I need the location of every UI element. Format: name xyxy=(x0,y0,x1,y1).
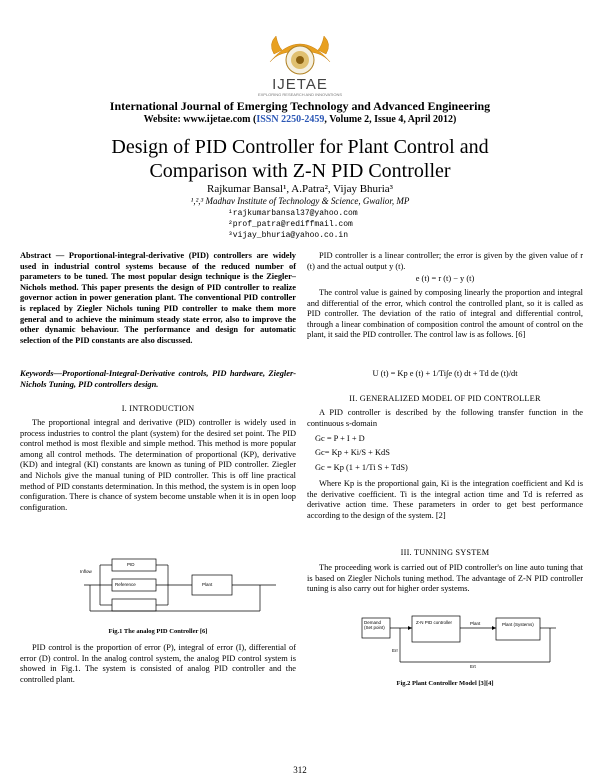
figure-1-caption: Fig.1 The analog PID Controller [6] xyxy=(108,628,208,635)
equation-5: Gc = Kp (1 + 1/Ti S + TdS) xyxy=(315,463,408,472)
left-paragraph-2: PID control is the proportion of error (P), integral of error (I), differential of error (D) control. In the analog control system, the analog PID control system is showed in Fig.1. The system is consisted of analog PID controller and the controlled plant. xyxy=(20,643,296,684)
fig2-label-plant-systems: Plant (Systems) xyxy=(502,622,534,627)
fig2-label-demand: Demand (Set point) xyxy=(364,620,385,630)
intro-heading: I. INTRODUCTION xyxy=(121,404,195,413)
section-2-heading: II. GENERALIZED MODEL OF PID CONTROLLER xyxy=(349,394,541,403)
equation-2: U (t) = Kp e (t) + 1/Ti∫e (t) dt + Td de (t)/dt xyxy=(372,369,518,378)
paper-title xyxy=(0,135,600,183)
fig2-label-err: Err xyxy=(392,648,398,653)
section-3-heading: III. TUNNING SYSTEM xyxy=(400,548,490,557)
fig1-label-plant: Plant xyxy=(202,582,213,587)
issn-link[interactable]: ISSN 2250-2459 xyxy=(256,114,325,125)
fig1-label-reference: Reference xyxy=(115,582,136,587)
right-paragraph-4: Where Kp is the proportional gain, Ki is the integration coefficient and Kd is the derivative coefficient. Ti is the integral action time and Td is referred as derivative action time. These parameters in order to get best performance according to the design of the system. [2] xyxy=(307,479,583,520)
right-paragraph-3: A PID controller is described by the following transfer function in the continuous s-domain xyxy=(307,408,583,428)
fig1-label-inflow: Inflow xyxy=(80,569,92,574)
website-prefix: Website: www.ijetae.com ( xyxy=(143,114,257,125)
logo-subtext: EXPLORING RESEARCH AND INNOVATIONS xyxy=(257,92,343,97)
right-paragraph-1: PID controller is a linear controller; the error is given by the given value of r (t) and the actual output y (t). xyxy=(307,251,583,271)
title-line-2: Comparison with Z-N PID Controller xyxy=(149,160,451,182)
email-3[interactable]: ³vijay_bhuria@yahoo.co.in xyxy=(228,231,349,240)
journal-website xyxy=(0,114,600,125)
fig1-label-pid: PID xyxy=(127,562,135,567)
title-line-1: Design of PID Controller for Plant Control and xyxy=(111,136,489,158)
abstract: Abstract — Proportional-integral-derivative (PID) controllers are widely used in industrial control systems because of the reduced number of parameters to be tuned. The most popular design technique is the Ziegler–Nichols method. This paper presents the design of PID controller to realize governor action in power generation plant. The conventional PID controller is replaced by Ziegler Nichols tuning PID controller to make them more general and to achieve the minimum steady state error, also to improve the other dynamic behaviour. The performance and design for automatic selection of the PID constants are also discussed. xyxy=(20,251,296,345)
fig2-label-plant-arrow: Plant xyxy=(470,621,481,626)
journal-name: International Journal of Emerging Technology and Advanced Engineering xyxy=(109,99,491,113)
keywords: Keywords—Proportional-Integral-Derivative controls, PID hardware, Ziegler-Nichols Tuning, PID controllers design. xyxy=(20,369,296,389)
figure-1-diagram xyxy=(80,555,280,615)
right-paragraph-2: The control value is gained by composing linearly the proportion and integral and differential of the error, which control the controlled plant, so it is called as PID controller. The deviation of the ratio of integral and differential control, through a linear combination of composition control the amount of control on the plant, it said the PID controller. The control law is as follows. [6] xyxy=(307,288,583,340)
equation-3: Gc = P + I + D xyxy=(315,434,365,443)
figure-2-diagram xyxy=(360,612,560,672)
right-paragraph-5: The proceeding work is carried out of PID controller's on line auto tuning that is based on Ziegler Nichols tuning method. The advantage of Z-N PID controller tuning is also carry out for higher order systems. xyxy=(307,563,583,594)
logo-text: IJETAE xyxy=(272,76,328,93)
email-2[interactable]: ²prof_patra@rediffmail.com xyxy=(228,220,353,229)
affiliation: ¹,²,³ Madhav Institute of Technology & Science, Gwalior, MP xyxy=(190,196,410,206)
page-number: 312 xyxy=(293,765,307,775)
fig2-label-zn-pid: Z-N PID controller xyxy=(416,620,453,625)
intro-paragraph: The proportional integral and derivative (PID) controller is widely used in process industries to control the plant (system) for the desired set point. The PID control method is most flexible and simple method. This method is more popular among all control methods. The determination of proportional (KP), derivative (KD) and integral (KI) constants are known as tuning of PID controller. Ziegler and Nichols give the manual tuning of PID controller. This is off line practical method of PID constants determination. In this method, the system is in open loop configuration. There is chance of system become unstable when it is in open loop configuration. xyxy=(20,418,296,512)
figure-2-caption: Fig.2 Plant Controller Model [3][4] xyxy=(396,680,494,687)
website-suffix: , Volume 2, Issue 4, April 2012) xyxy=(324,114,457,125)
email-1[interactable]: ¹rajkumarbansal37@yahoo.com xyxy=(228,209,358,218)
equation-4: Gc= Kp + Ki/S + KdS xyxy=(315,448,390,457)
fig2-label-ert: Ert xyxy=(470,664,476,669)
authors: Rajkumar Bansal¹, A.Patra², Vijay Bhuria³ xyxy=(207,183,393,195)
equation-1: e (t) = r (t) − y (t) xyxy=(415,274,475,283)
